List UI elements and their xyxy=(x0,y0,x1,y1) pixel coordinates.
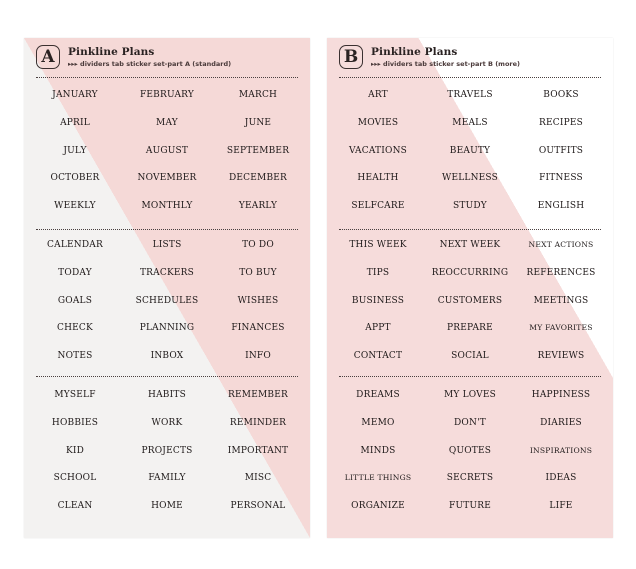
sticker-row xyxy=(24,240,310,254)
sticker-label: WELLNESS xyxy=(442,173,498,184)
sticker-row xyxy=(24,118,310,132)
sticker-label: REFERENCES xyxy=(526,267,596,278)
divider xyxy=(339,376,601,377)
sticker-label: REOCCURRING xyxy=(431,267,509,278)
sticker-label: PROJECTS xyxy=(141,445,193,456)
sticker-label: INSPIRATIONS xyxy=(529,445,593,455)
sticker-label: INFO xyxy=(245,351,271,362)
sticker-label: MY LOVES xyxy=(443,390,497,400)
sticker-row xyxy=(24,268,310,282)
sticker-label: LITTLE THINGS xyxy=(344,473,412,483)
brand-title: Pinkline Plans xyxy=(68,46,155,58)
sticker-label: WEEKLY xyxy=(54,201,96,212)
sticker-row xyxy=(24,390,310,404)
sticker-label: CHECK xyxy=(57,323,93,334)
sticker-label: DREAMS xyxy=(356,390,400,400)
sticker-label: ORGANIZE xyxy=(351,501,405,512)
sticker-label: LIFE xyxy=(549,501,573,512)
sticker-row xyxy=(24,90,310,104)
sticker-label: DIARIES xyxy=(540,417,582,428)
sheet-subtitle: ▸▸▸ dividers tab sticker set-part A (standard) xyxy=(68,60,232,68)
sticker-row xyxy=(327,146,613,160)
sticker-row xyxy=(24,473,310,487)
sticker-label: MINDS xyxy=(360,445,396,456)
sticker-label: MEETINGS xyxy=(533,295,589,306)
sticker-label: MEALS xyxy=(452,117,488,128)
sticker-row xyxy=(24,146,310,160)
sticker-row xyxy=(327,390,613,404)
sticker-label: DECEMBER xyxy=(228,173,288,184)
sticker-label: MISC xyxy=(244,473,272,484)
sticker-label: OUTFITS xyxy=(538,145,584,156)
sticker-row xyxy=(24,351,310,365)
sticker-row xyxy=(24,418,310,432)
sticker-row xyxy=(327,501,613,515)
divider xyxy=(36,229,298,230)
sticker-row xyxy=(327,268,613,282)
sticker-label: NOVEMBER xyxy=(137,173,197,184)
sticker-label: KID xyxy=(65,445,85,456)
sticker-label: CUSTOMERS xyxy=(437,295,503,306)
sheet-header xyxy=(339,45,603,75)
sheet-subtitle: ▸▸▸ dividers tab sticker set-part B (more) xyxy=(371,60,520,68)
sticker-label: REMINDER xyxy=(229,417,287,428)
sticker-label: HOBBIES xyxy=(51,417,99,428)
sticker-label: LISTS xyxy=(152,240,182,250)
sticker-label: YEARLY xyxy=(238,201,278,212)
sticker-label: FUTURE xyxy=(449,501,491,512)
sticker-label: QUOTES xyxy=(448,445,492,456)
sticker-label: HOME xyxy=(151,501,183,512)
sticker-row xyxy=(327,446,613,460)
sticker-row xyxy=(327,240,613,254)
sticker-label: MAY xyxy=(156,117,178,128)
sticker-label: SELFCARE xyxy=(351,201,405,212)
sticker-label: RECIPES xyxy=(539,117,583,128)
sticker-label: TIPS xyxy=(366,267,390,278)
sticker-label: FEBRUARY xyxy=(139,90,195,100)
sticker-label: BUSINESS xyxy=(351,295,405,306)
sticker-label: TRACKERS xyxy=(139,267,194,278)
sticker-row xyxy=(24,296,310,310)
sticker-label: JANUARY xyxy=(52,90,98,100)
sticker-sheet-a xyxy=(24,38,310,538)
sticker-label: JULY xyxy=(63,145,87,156)
sticker-label: MEMO xyxy=(361,417,395,428)
sticker-row xyxy=(327,323,613,337)
sticker-label: THIS WEEK xyxy=(349,240,407,250)
sticker-label: SCHOOL xyxy=(53,473,97,484)
sticker-label: INBOX xyxy=(150,351,184,362)
sticker-label: STUDY xyxy=(453,201,487,212)
sticker-label: HEALTH xyxy=(357,173,399,184)
sticker-row xyxy=(327,296,613,310)
sticker-label: NEXT ACTIONS xyxy=(528,240,594,249)
sheet-header xyxy=(36,45,300,75)
sticker-label: MY FAVORITES xyxy=(529,323,593,333)
sticker-row xyxy=(327,473,613,487)
sticker-label: PERSONAL xyxy=(230,501,286,512)
divider xyxy=(339,229,601,230)
sticker-label: ART xyxy=(368,90,388,100)
sticker-row xyxy=(24,173,310,187)
divider xyxy=(36,376,298,377)
sticker-label: APPT xyxy=(365,323,391,334)
sticker-label: DON'T xyxy=(454,417,486,428)
sticker-label: HABITS xyxy=(148,390,186,400)
sticker-row xyxy=(24,446,310,460)
sticker-label: MONTHLY xyxy=(141,201,193,212)
sticker-label: TRAVELS xyxy=(447,90,493,100)
sticker-row xyxy=(24,323,310,337)
sticker-label: CONTACT xyxy=(353,351,403,362)
divider xyxy=(36,77,298,78)
sticker-label: NEXT WEEK xyxy=(439,240,501,250)
sticker-label: GOALS xyxy=(57,295,93,306)
part-badge: A xyxy=(36,45,60,69)
part-badge: B xyxy=(339,45,363,69)
sticker-label: MOVIES xyxy=(357,117,399,128)
sticker-label: NOTES xyxy=(57,351,93,362)
sticker-sheet-b xyxy=(327,38,613,538)
sticker-label: FINANCES xyxy=(231,323,285,334)
sticker-label: SCHEDULES xyxy=(135,295,199,306)
brand-title: Pinkline Plans xyxy=(371,46,458,58)
sticker-label: JUNE xyxy=(244,117,272,128)
sticker-label: HAPPINESS xyxy=(531,390,591,400)
sticker-label: WORK xyxy=(151,417,183,428)
sticker-label: MYSELF xyxy=(54,390,96,400)
sticker-label: IDEAS xyxy=(545,473,577,484)
sticker-label: FAMILY xyxy=(148,473,186,484)
sticker-label: FITNESS xyxy=(539,173,583,184)
sticker-row xyxy=(327,201,613,215)
sticker-row xyxy=(327,118,613,132)
sticker-label: SEPTEMBER xyxy=(226,145,290,156)
sticker-label: CALENDAR xyxy=(47,240,103,250)
sticker-row xyxy=(327,351,613,365)
sticker-row xyxy=(327,418,613,432)
sticker-label: BOOKS xyxy=(543,90,579,100)
divider xyxy=(339,77,601,78)
sticker-row xyxy=(24,201,310,215)
sticker-label: ENGLISH xyxy=(537,201,585,212)
sticker-label: REMEMBER xyxy=(228,390,288,400)
sticker-row xyxy=(327,173,613,187)
sticker-label: TO BUY xyxy=(239,267,277,278)
sticker-label: VACATIONS xyxy=(348,145,408,156)
sticker-label: APRIL xyxy=(60,117,90,128)
sticker-label: TODAY xyxy=(58,267,92,278)
sticker-row xyxy=(24,501,310,515)
sticker-label: OCTOBER xyxy=(50,173,100,184)
sticker-label: IMPORTANT xyxy=(227,445,289,456)
sticker-label: PREPARE xyxy=(447,323,493,334)
sticker-label: TO DO xyxy=(242,240,274,250)
sticker-label: REVIEWS xyxy=(537,351,585,362)
sticker-label: AUGUST xyxy=(145,145,189,156)
sticker-label: SECRETS xyxy=(446,473,494,484)
sticker-label: CLEAN xyxy=(57,501,93,512)
sticker-label: BEAUTY xyxy=(449,145,491,156)
sticker-row xyxy=(327,90,613,104)
sticker-label: PLANNING xyxy=(139,323,195,334)
sticker-label: WISHES xyxy=(237,295,279,306)
sticker-label: SOCIAL xyxy=(451,351,489,362)
sticker-label: MARCH xyxy=(238,90,278,100)
